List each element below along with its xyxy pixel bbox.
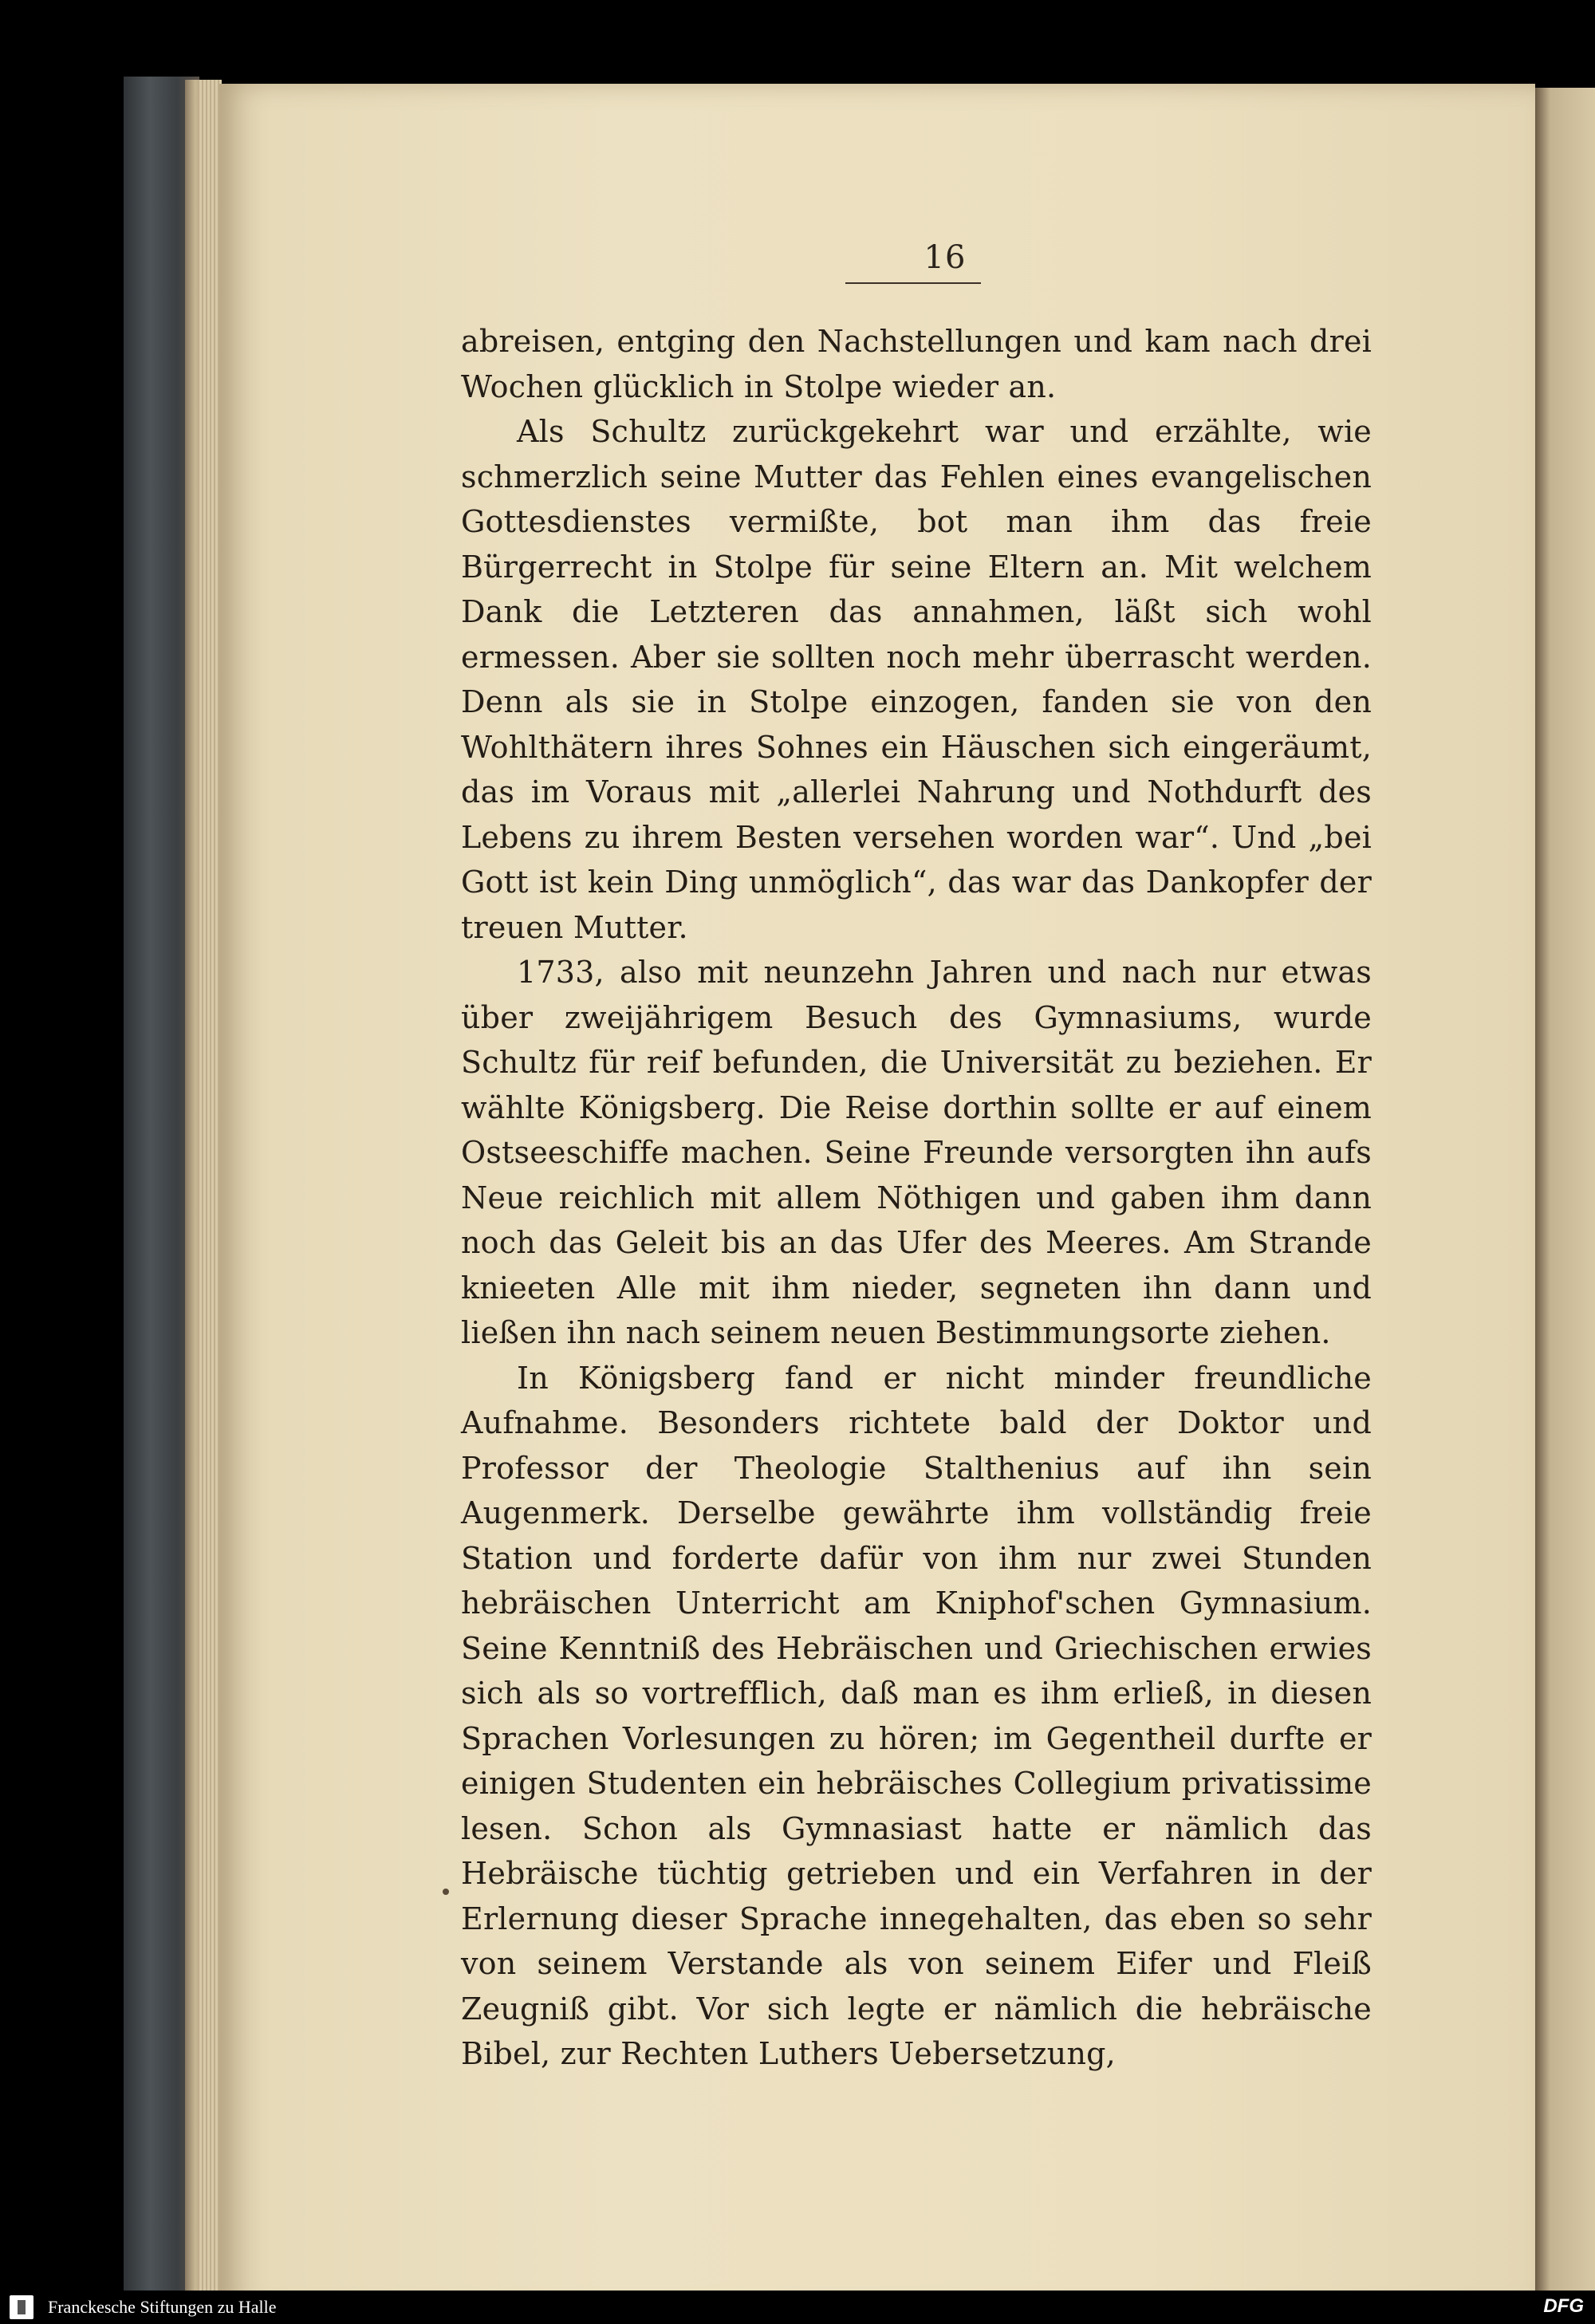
paragraph-4: In Königsberg fand er nicht minder freundliche Aufnahme. Besonders richtete bald der Doktor und Professor der Theologie Stalthenius auf ihn sein Augenmerk. Derselbe gewährte ihm vollständig freie Station und forderte dafür von ihm nur zwei Stunden hebräischen Unterricht am Kniphof'schen Gymnasium. Seine Kenntniß des Hebräischen und Griechischen erwies sich als so vortrefflich, daß man es ihm erließ, in diesen Sprachen Vorlesungen zu hören; im Gegentheil durfte er einigen Studenten ein hebräisches Collegium privatissime lesen. Schon als Gymnasiast hatte er nämlich das Hebräische tüchtig getrieben und ein Verfahren in der Erlernung dieser Sprache innegehalten, das eben so sehr von seinem Verstande als von seinem Eifer und Fleiß Zeugniß gibt. Vor sich legte er nämlich die hebräische Bibel, zur Rechten Luthers Uebersetzung,: [461, 1360, 1372, 2071]
institution-logo-icon: [10, 2295, 33, 2319]
facing-page-edge: [1535, 88, 1595, 2313]
institution-name: Franckesche Stiftungen zu Halle: [48, 2297, 277, 2317]
page-body-text: [461, 319, 1372, 2077]
page-number-rule: [845, 282, 981, 284]
margin-ink-mark: [443, 1889, 449, 1895]
viewer-footer-bar: [0, 2291, 1595, 2324]
paragraph-2: Als Schultz zurückgekehrt war und erzählte, wie schmerzlich seine Mutter das Fehlen eines evangelischen Gottesdienstes vermißte, bot man ihm das freie Bürgerrecht in Stolpe für seine Eltern an. Mit welchem Dank die Letzteren das annahmen, läßt sich wohl ermessen. Aber sie sollten noch mehr überrascht werden. Denn als sie in Stolpe einzogen, fanden sie von den Wohlthätern ihres Sohnes ein Häuschen sich eingeräumt, das im Voraus mit „allerlei Nahrung und Nothdurft des Lebens zu ihrem Besten versehen worden war“. Und „bei Gott ist kein Ding unmöglich“, das war das Dankopfer der treuen Mutter.: [461, 414, 1372, 945]
paragraph-1: abreisen, entging den Nachstellungen und kam nach drei Wochen glücklich in Stolpe wieder an.: [461, 324, 1372, 404]
page-number: 16: [924, 239, 967, 276]
dfg-logo: DFG: [1543, 2295, 1584, 2317]
paragraph-3: 1733, also mit neunzehn Jahren und nach nur etwas über zweijährigem Besuch des Gymnasiums, wurde Schultz für reif befunden, die Universität zu beziehen. Er wählte Königsberg. Die Reise dorthin sollte er auf einem Ostseeschiffe machen. Seine Freunde versorgten ihn aufs Neue reichlich mit allem Nöthigen und gaben ihm dann noch das Geleit bis an das Ufer des Meeres. Am Strande knieeten Alle mit ihm nieder, segneten ihn dann und ließen ihn nach seinem neuen Bestimmungsorte ziehen.: [461, 955, 1372, 1350]
page-stack-edge: [199, 80, 222, 2313]
